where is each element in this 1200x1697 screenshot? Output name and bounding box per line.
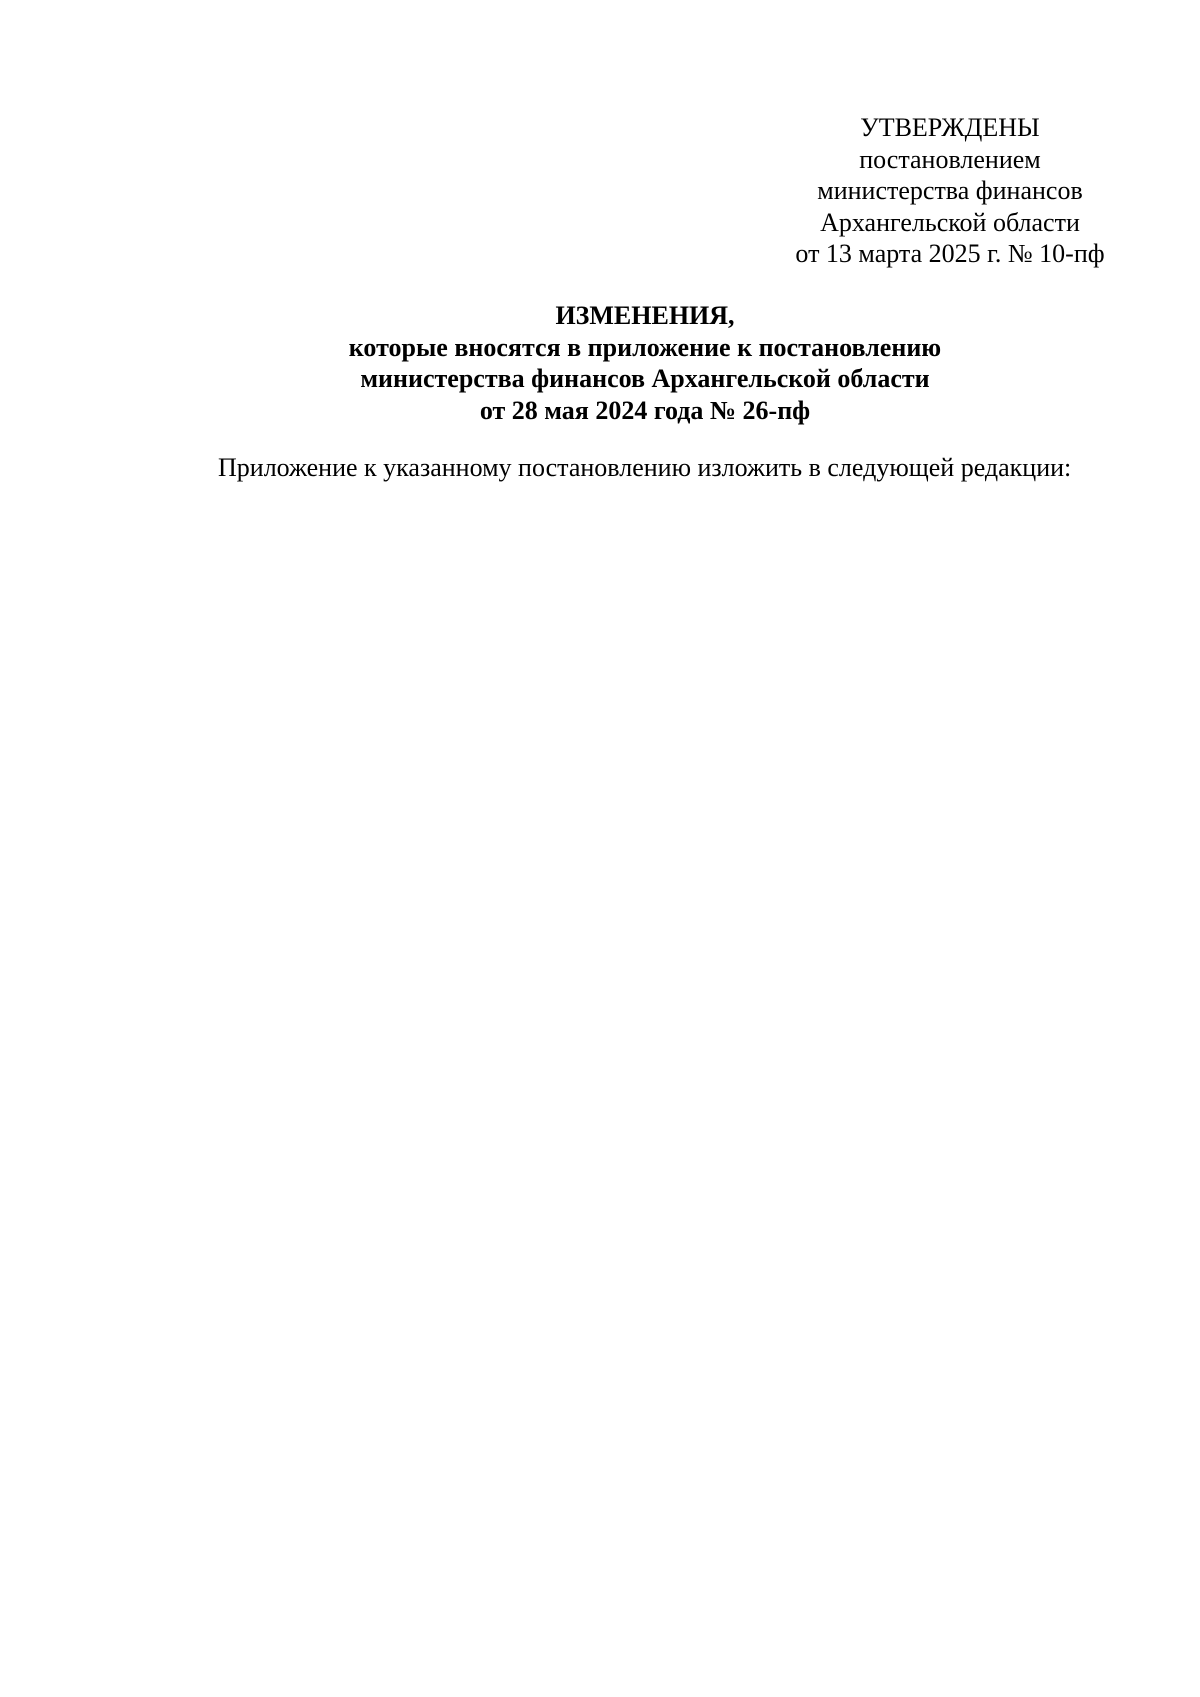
approval-region: Архангельской области bbox=[820, 207, 1080, 237]
approval-ministry: министерства финансов bbox=[817, 176, 1083, 205]
approval-date-number: от 13 марта 2025 г. № 10-пф bbox=[795, 239, 1105, 268]
heading-subtitle-line-2: министерства финансов Архангельской области bbox=[360, 364, 930, 393]
approval-by-resolution: постановлением bbox=[859, 144, 1041, 174]
heading-title: ИЗМЕНЕНИЯ, bbox=[555, 301, 735, 330]
document-heading bbox=[0, 300, 1200, 426]
approval-label: УТВЕРЖДЕНЫ bbox=[860, 113, 1040, 142]
heading-subtitle-line-3: от 28 мая 2024 года № 26-пф bbox=[479, 395, 811, 425]
body-paragraph: Приложение к указанному постановлению изложить в следующей редакции: bbox=[218, 453, 1072, 482]
heading-subtitle-line-1: которые вносятся в приложение к постановлению bbox=[348, 332, 942, 362]
approval-stamp-block bbox=[740, 112, 1160, 270]
